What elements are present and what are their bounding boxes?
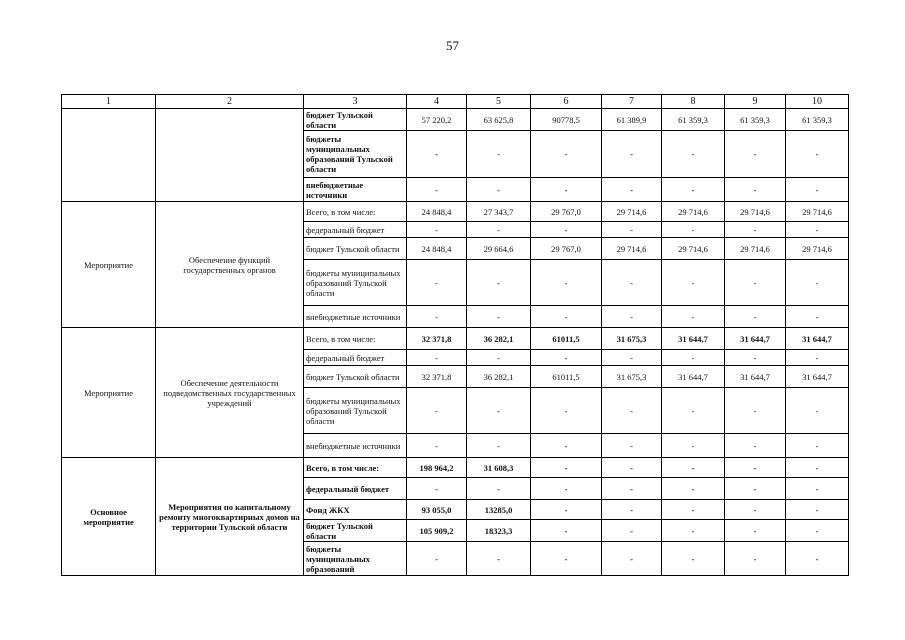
value-cell: - — [602, 478, 662, 500]
value-cell: - — [662, 306, 725, 328]
value-cell: - — [786, 131, 849, 178]
value-cell: - — [531, 388, 602, 434]
activity-name-cell: Мероприятия по капитальному ремонту многоквартирных домов на территории Тульской области — [156, 458, 304, 576]
value-cell: - — [531, 434, 602, 458]
funding-source-cell: федеральный бюджет — [304, 478, 407, 500]
value-cell: - — [725, 500, 786, 520]
value-cell: - — [602, 178, 662, 202]
value-cell: 18323,3 — [467, 520, 531, 542]
table-row — [62, 109, 849, 131]
value-cell: - — [407, 131, 467, 178]
funding-source-cell: бюджеты муниципальных образований Тульской области — [304, 388, 407, 434]
value-cell: 105 909,2 — [407, 520, 467, 542]
value-cell: 57 220,2 — [407, 109, 467, 131]
value-cell: - — [407, 222, 467, 238]
value-cell: - — [662, 131, 725, 178]
value-cell: - — [786, 178, 849, 202]
header-cell: 3 — [304, 95, 407, 109]
value-cell: - — [662, 178, 725, 202]
value-cell: 31 675,3 — [602, 328, 662, 350]
value-cell: 31 644,7 — [786, 328, 849, 350]
value-cell: - — [725, 131, 786, 178]
value-cell: - — [725, 458, 786, 478]
value-cell: 63 625,8 — [467, 109, 531, 131]
value-cell: - — [786, 542, 849, 576]
funding-source-cell: Фонд ЖКХ — [304, 500, 407, 520]
value-cell: - — [602, 434, 662, 458]
value-cell: 29 714,6 — [662, 238, 725, 260]
value-cell: 90778,5 — [531, 109, 602, 131]
header-cell: 8 — [662, 95, 725, 109]
value-cell: 29 767,0 — [531, 238, 602, 260]
value-cell: - — [531, 350, 602, 366]
value-cell: - — [786, 458, 849, 478]
value-cell: - — [531, 260, 602, 306]
value-cell: 31 644,7 — [786, 366, 849, 388]
table-row — [62, 202, 849, 222]
value-cell: - — [725, 350, 786, 366]
value-cell: - — [407, 350, 467, 366]
value-cell: 36 282,1 — [467, 366, 531, 388]
value-cell: 31 608,3 — [467, 458, 531, 478]
value-cell: - — [725, 434, 786, 458]
value-cell: - — [602, 306, 662, 328]
value-cell: - — [407, 388, 467, 434]
value-cell: - — [467, 178, 531, 202]
value-cell: - — [407, 306, 467, 328]
value-cell: - — [786, 222, 849, 238]
funding-source-cell: внебюджетные источники — [304, 434, 407, 458]
value-cell: - — [662, 388, 725, 434]
value-cell: - — [662, 478, 725, 500]
value-cell: - — [531, 131, 602, 178]
value-cell: - — [407, 260, 467, 306]
value-cell: - — [725, 178, 786, 202]
value-cell: - — [467, 260, 531, 306]
value-cell: - — [467, 131, 531, 178]
value-cell: - — [467, 542, 531, 576]
value-cell: 61 359,3 — [725, 109, 786, 131]
funding-source-cell: бюджет Тульской области — [304, 520, 407, 542]
funding-source-cell: бюджеты муниципальных образований Тульской области — [304, 131, 407, 178]
value-cell: - — [467, 306, 531, 328]
value-cell: - — [725, 260, 786, 306]
value-cell: - — [725, 222, 786, 238]
value-cell: - — [602, 458, 662, 478]
value-cell: - — [407, 178, 467, 202]
value-cell: - — [467, 222, 531, 238]
value-cell: - — [531, 542, 602, 576]
funding-source-cell: Всего, в том числе: — [304, 328, 407, 350]
value-cell: - — [467, 350, 531, 366]
value-cell: - — [467, 478, 531, 500]
value-cell: 198 964,2 — [407, 458, 467, 478]
value-cell: - — [725, 388, 786, 434]
value-cell: 93 055,0 — [407, 500, 467, 520]
value-cell: - — [662, 458, 725, 478]
value-cell: - — [602, 500, 662, 520]
value-cell: - — [662, 542, 725, 576]
value-cell: - — [407, 542, 467, 576]
value-cell: 36 282,1 — [467, 328, 531, 350]
value-cell: - — [786, 388, 849, 434]
value-cell: 27 343,7 — [467, 202, 531, 222]
value-cell: 31 644,7 — [725, 328, 786, 350]
table-row — [62, 458, 849, 478]
activity-type-cell: Основное мероприятие — [62, 458, 156, 576]
page-number: 57 — [446, 38, 459, 53]
value-cell: - — [602, 131, 662, 178]
value-cell: - — [602, 222, 662, 238]
activity-type-cell — [62, 109, 156, 202]
table-row — [62, 328, 849, 350]
value-cell: - — [786, 434, 849, 458]
header-cell: 9 — [725, 95, 786, 109]
header-row — [62, 95, 849, 109]
value-cell: - — [662, 260, 725, 306]
value-cell: 31 644,7 — [725, 366, 786, 388]
value-cell: 29 714,6 — [602, 202, 662, 222]
value-cell: - — [531, 520, 602, 542]
value-cell: 29 714,6 — [786, 202, 849, 222]
header-cell: 6 — [531, 95, 602, 109]
funding-source-cell: федеральный бюджет — [304, 350, 407, 366]
activity-name-cell: Обеспечение функций государственных органов — [156, 202, 304, 328]
value-cell: 29 714,6 — [786, 238, 849, 260]
value-cell: - — [725, 542, 786, 576]
value-cell: 61 359,3 — [786, 109, 849, 131]
value-cell: - — [786, 350, 849, 366]
funding-source-cell: Всего, в том числе: — [304, 458, 407, 478]
value-cell: 31 644,7 — [662, 366, 725, 388]
value-cell: - — [602, 520, 662, 542]
value-cell: - — [786, 520, 849, 542]
activity-name-cell — [156, 109, 304, 202]
value-cell: - — [407, 434, 467, 458]
value-cell: 24 848,4 — [407, 238, 467, 260]
value-cell: - — [786, 478, 849, 500]
value-cell: - — [467, 434, 531, 458]
value-cell: 24 848,4 — [407, 202, 467, 222]
value-cell: - — [662, 520, 725, 542]
budget-table — [61, 94, 849, 576]
header-cell: 4 — [407, 95, 467, 109]
value-cell: - — [662, 222, 725, 238]
header-cell: 1 — [62, 95, 156, 109]
funding-source-cell: Всего, в том числе: — [304, 202, 407, 222]
value-cell: 13285,0 — [467, 500, 531, 520]
activity-type-cell: Мероприятие — [62, 328, 156, 458]
value-cell: 31 644,7 — [662, 328, 725, 350]
funding-source-cell: бюджеты муниципальных образований Тульской области — [304, 260, 407, 306]
header-cell: 2 — [156, 95, 304, 109]
activity-name-cell: Обеспечение деятельности подведомственных государственных учреждений — [156, 328, 304, 458]
value-cell: - — [531, 222, 602, 238]
activity-type-cell: Мероприятие — [62, 202, 156, 328]
value-cell: 29 714,6 — [725, 238, 786, 260]
value-cell: - — [662, 434, 725, 458]
funding-source-cell: внебюджетные источники — [304, 178, 407, 202]
value-cell: 61 389,9 — [602, 109, 662, 131]
value-cell: - — [725, 306, 786, 328]
value-cell: 32 371,8 — [407, 366, 467, 388]
funding-source-cell: бюджет Тульской области — [304, 238, 407, 260]
header-cell: 5 — [467, 95, 531, 109]
value-cell: - — [662, 500, 725, 520]
value-cell: - — [531, 458, 602, 478]
value-cell: - — [662, 350, 725, 366]
value-cell: - — [786, 306, 849, 328]
funding-source-cell: федеральный бюджет — [304, 222, 407, 238]
funding-source-cell: бюджет Тульской области — [304, 109, 407, 131]
header-cell: 7 — [602, 95, 662, 109]
value-cell: - — [531, 178, 602, 202]
value-cell: - — [602, 542, 662, 576]
header-cell: 10 — [786, 95, 849, 109]
value-cell: 29 714,6 — [725, 202, 786, 222]
value-cell: 61011,5 — [531, 366, 602, 388]
table-body — [62, 95, 849, 576]
value-cell: 61 359,3 — [662, 109, 725, 131]
value-cell: 29 714,6 — [662, 202, 725, 222]
value-cell: - — [531, 478, 602, 500]
value-cell: 29 767,0 — [531, 202, 602, 222]
value-cell: - — [602, 388, 662, 434]
value-cell: - — [725, 478, 786, 500]
value-cell: - — [602, 350, 662, 366]
value-cell: 29 714,6 — [602, 238, 662, 260]
value-cell: - — [467, 388, 531, 434]
value-cell: - — [786, 260, 849, 306]
funding-source-cell: бюджеты муниципальных образований — [304, 542, 407, 576]
value-cell: - — [531, 306, 602, 328]
value-cell: 31 675,3 — [602, 366, 662, 388]
value-cell: 29 664,6 — [467, 238, 531, 260]
value-cell: - — [786, 500, 849, 520]
funding-source-cell: внебюджетные источники — [304, 306, 407, 328]
value-cell: - — [531, 500, 602, 520]
value-cell: - — [602, 260, 662, 306]
value-cell: 32 371,8 — [407, 328, 467, 350]
value-cell: - — [725, 520, 786, 542]
funding-source-cell: бюджет Тульской области — [304, 366, 407, 388]
value-cell: - — [407, 478, 467, 500]
value-cell: 61011,5 — [531, 328, 602, 350]
